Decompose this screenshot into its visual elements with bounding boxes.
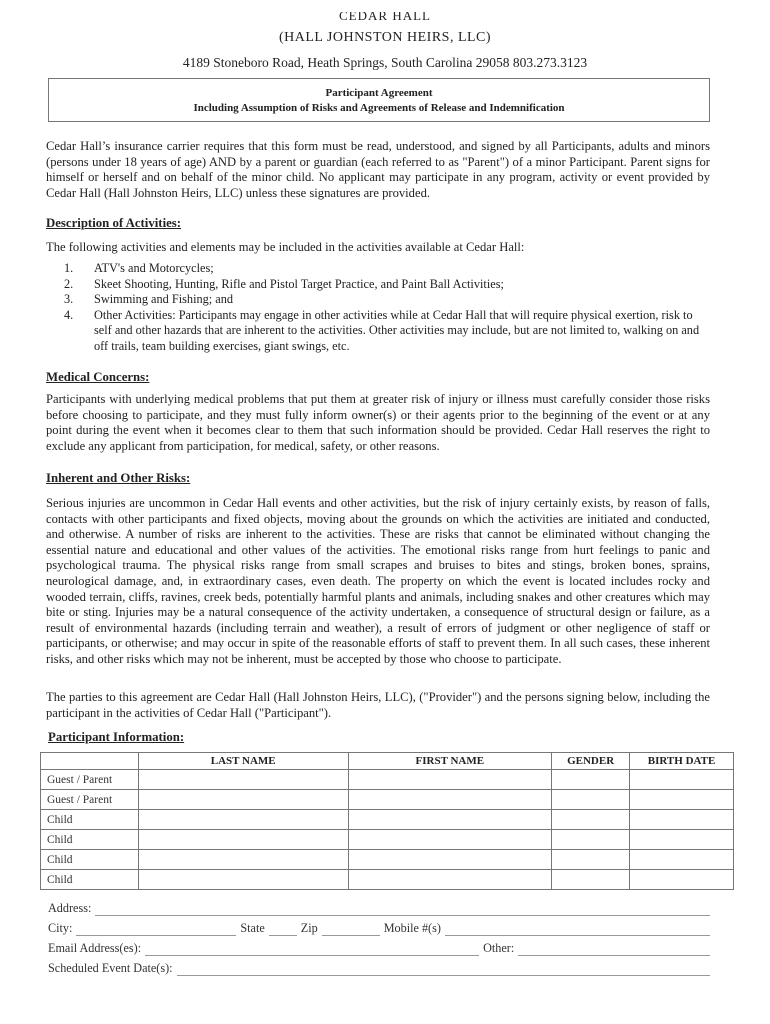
gender-cell[interactable]: [552, 770, 630, 790]
activities-heading: Description of Activities:: [46, 216, 182, 230]
birth-date-cell[interactable]: [630, 870, 734, 890]
medical-paragraph: Participants with underlying medical problems that put them at greater risk of injury or illness must carefully consider those risks before choosing to participate, and they must fully inform owner(s) or their agents prior to the beginning of the event or at any point during the event when it becomes clear to them that such information should be provided. Cedar Hall reserves the right to exclude any applicant from participation, for medical, safety, or other reasons.: [46, 392, 710, 453]
participant-info-heading: Participant Information:: [48, 730, 185, 744]
org-name: CEDAR HALL: [339, 12, 431, 23]
state-field[interactable]: [269, 925, 297, 936]
table-row: [41, 790, 734, 810]
event-dates-label: Scheduled Event Date(s):: [48, 961, 173, 975]
column-header-first-name: FIRST NAME: [348, 753, 552, 770]
table-row: [41, 850, 734, 870]
first-name-cell[interactable]: [348, 850, 552, 870]
list-number: 3.: [64, 292, 74, 307]
last-name-cell[interactable]: [138, 770, 348, 790]
last-name-cell[interactable]: [138, 850, 348, 870]
agreement-title: Participant Agreement: [325, 87, 433, 99]
address-row: [48, 900, 714, 916]
birth-date-cell[interactable]: [630, 770, 734, 790]
list-text: Swimming and Fishing; and: [94, 292, 234, 307]
table-row: [41, 810, 734, 830]
list-number: 2.: [64, 276, 74, 291]
list-text: Skeet Shooting, Hunting, Rifle and Pistol Target Practice, and Paint Ball Activities;: [94, 276, 504, 291]
address-label: Address:: [48, 901, 92, 915]
risks-paragraph: Serious injuries are uncommon in Cedar Hall events and other activities, but the risk of injury certainly exists, by reason of falls, contacts with other participants and fixed objects, moving about the grounds on which the activities are initiated and conducted, and otherwise. A number of risks are inherent to the activities. These are risks that cannot be eliminated without changing the essential nature and educational and other values of the activities. The emotional risks range from hurt feelings to panic and psychological trauma. The physical risks range from small scrapes and bruises to bites and stings, broken bones, sprains, neurological damage, and, in extraordinary cases, even death. The property on which the event is located includes rocky and wooded terrain, cliffs, ravines, creek beds, potentially harmful plants and animals, including snakes and other creatures which may bite or sting. Injuries may be a natural consequence of the activity undertaken, a consequence of structural design or failure, as a result of environmental hazards (including terrain and weather), a result of errors of judgment or other negligence of staff or participants, or otherwise; and may occur in spite of the reasonable efforts of staff to prevent them. In all such cases, these inherent risks, and other risks which may not be inherent, must be accepted by those who choose to participate.: [46, 496, 710, 666]
list-item: [46, 308, 710, 355]
last-name-cell[interactable]: [138, 790, 348, 810]
first-name-cell[interactable]: [348, 870, 552, 890]
list-item: [46, 277, 710, 293]
event-dates-row: [48, 960, 714, 976]
column-header-birth-date: BIRTH DATE: [630, 753, 734, 770]
list-number: 1.: [64, 261, 74, 275]
first-name-cell[interactable]: [348, 810, 552, 830]
intro-paragraph: Cedar Hall’s insurance carrier requires that this form must be read, understood, and signed by all Participants, adults and minors (persons under 18 years of age) AND by a parent or guardian (each referred to as "Parent") of a minor Participant. Parent signs for himself or herself and on behalf of the minor child. No applicant may participate in any program, activity or event provided by Cedar Hall (Hall Johnston Heirs, LLC) unless these signatures are provided.: [46, 139, 710, 200]
zip-field[interactable]: [322, 925, 380, 936]
first-name-cell[interactable]: [348, 790, 552, 810]
address-field[interactable]: [95, 905, 710, 916]
list-number: 4.: [64, 307, 74, 322]
mobile-label: Mobile #(s): [383, 921, 441, 935]
row-label: Child: [41, 870, 139, 890]
gender-cell[interactable]: [552, 870, 630, 890]
first-name-cell[interactable]: [348, 770, 552, 790]
list-item: [46, 292, 710, 308]
zip-label: Zip: [300, 921, 318, 935]
list-text: Other Activities: Participants may engage in other activities while at Cedar Hall that will require physical exertion, risk to self and other hazards that are inherent to the activities. Other activities may include, but are not limited to, walking on and off trails, team building exercises, giant swings, etc.: [94, 307, 700, 353]
last-name-cell[interactable]: [138, 810, 348, 830]
birth-date-cell[interactable]: [630, 850, 734, 870]
mobile-field[interactable]: [445, 925, 710, 936]
gender-cell[interactable]: [552, 850, 630, 870]
birth-date-cell[interactable]: [630, 830, 734, 850]
gender-cell[interactable]: [552, 790, 630, 810]
table-row: [41, 870, 734, 890]
column-header: [41, 753, 139, 770]
state-label: State: [240, 921, 265, 935]
first-name-cell[interactable]: [348, 830, 552, 850]
list-text: ATV's and Motorcycles;: [94, 261, 214, 275]
column-header-last-name: LAST NAME: [138, 753, 348, 770]
org-address: 4189 Stoneboro Road, Heath Springs, South Carolina 29058 803.273.3123: [182, 55, 588, 70]
table-header-row: [41, 753, 734, 770]
email-field[interactable]: [145, 945, 479, 956]
row-label: Guest / Parent: [41, 790, 139, 810]
email-row: [48, 940, 714, 956]
participant-table: [40, 752, 734, 890]
column-header-gender: GENDER: [552, 753, 630, 770]
activities-list: [46, 261, 710, 355]
org-subtitle: (HALL JOHNSTON HEIRS, LLC): [278, 30, 492, 45]
last-name-cell[interactable]: [138, 870, 348, 890]
gender-cell[interactable]: [552, 830, 630, 850]
other-label: Other:: [483, 941, 515, 955]
email-label: Email Address(es):: [48, 941, 142, 955]
title-box: [48, 78, 710, 122]
last-name-cell[interactable]: [138, 830, 348, 850]
city-label: City:: [48, 921, 73, 935]
table-row: [41, 770, 734, 790]
row-label: Child: [41, 850, 139, 870]
row-label: Guest / Parent: [41, 770, 139, 790]
birth-date-cell[interactable]: [630, 790, 734, 810]
activities-lead: The following activities and elements may be included in the activities available at Cedar Hall:: [46, 240, 525, 254]
medical-heading: Medical Concerns:: [46, 370, 150, 384]
parties-paragraph: The parties to this agreement are Cedar Hall (Hall Johnston Heirs, LLC), ("Provider") and the persons signing below, including the participant in the activities of Cedar Hall ("Participant").: [46, 690, 710, 720]
city-field[interactable]: [76, 925, 236, 936]
birth-date-cell[interactable]: [630, 810, 734, 830]
city-row: [48, 920, 714, 936]
list-item: [46, 261, 710, 277]
row-label: Child: [41, 830, 139, 850]
other-field[interactable]: [518, 945, 710, 956]
event-dates-field[interactable]: [177, 965, 710, 976]
table-row: [41, 830, 734, 850]
row-label: Child: [41, 810, 139, 830]
agreement-subtitle: Including Assumption of Risks and Agreements of Release and Indemnification: [193, 102, 565, 114]
gender-cell[interactable]: [552, 810, 630, 830]
risks-heading: Inherent and Other Risks:: [46, 471, 191, 485]
